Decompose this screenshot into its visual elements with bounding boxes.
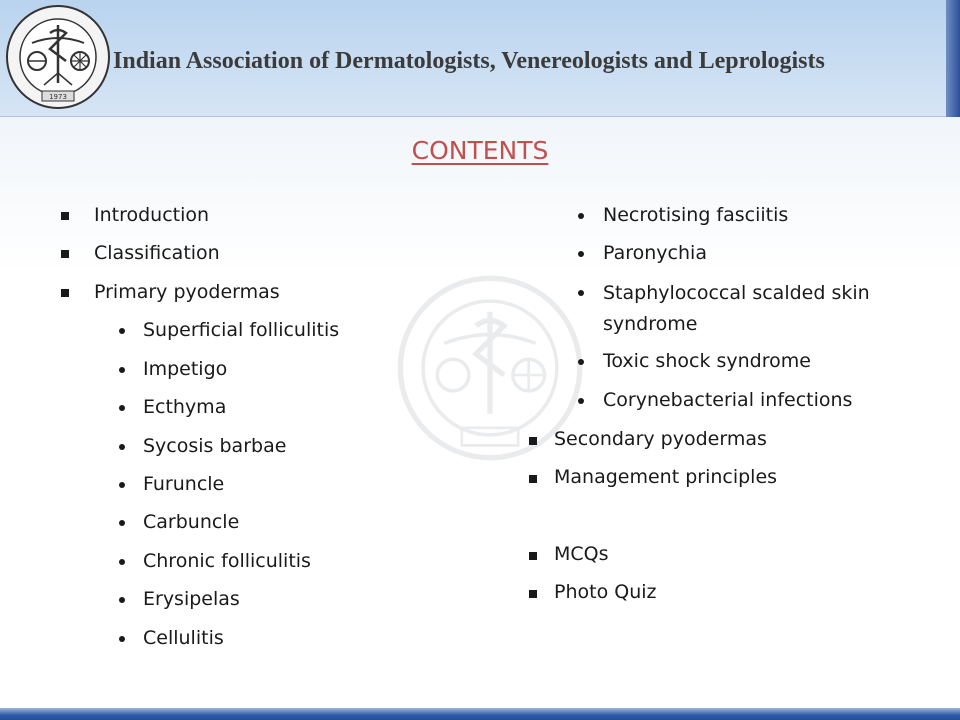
round-bullet-icon [119,597,125,603]
sub-item-furuncle: Furuncle [143,473,225,495]
sub-item-carbuncle: Carbuncle [143,511,240,533]
sub-item-corynebacterial-infections: Corynebacterial infections [603,389,853,411]
logo-year: 1973 [49,93,67,101]
round-bullet-icon [119,444,125,450]
list-item-primary-pyodermas: Primary pyodermas [94,281,280,303]
square-bullet-icon [61,250,69,258]
round-bullet-icon [119,405,125,411]
round-bullet-icon [578,213,584,219]
sub-item-erysipelas: Erysipelas [143,588,240,610]
round-bullet-icon [119,328,125,334]
list-item-introduction: Introduction [94,204,210,226]
sub-item-cellulitis: Cellulitis [143,627,224,649]
round-bullet-icon [578,398,584,404]
round-bullet-icon [119,482,125,488]
list-item-management-principles: Management principles [554,466,778,488]
sub-item-sycosis-barbae: Sycosis barbae [143,435,287,457]
sub-item-staphylococcal-scalded-skin-syndrome: Staphylococcal scalded skin syndrome [603,282,870,335]
sub-item-necrotising-fasciitis: Necrotising fasciitis [603,204,789,226]
square-bullet-icon [61,289,69,297]
footer-accent-bar [0,708,960,720]
sub-item-superficial-folliculitis: Superficial folliculitis [143,319,340,341]
header-banner [0,0,960,117]
org-name: Indian Association of Dermatologists, Venereologists and Leprologists [113,48,825,74]
round-bullet-icon [578,251,584,257]
square-bullet-icon [529,552,537,560]
sub-item-ecthyma: Ecthyma [143,396,227,418]
list-item-classification: Classification [94,242,220,264]
round-bullet-icon [119,520,125,526]
sub-item-paronychia: Paronychia [603,242,707,264]
list-item-secondary-pyodermas: Secondary pyodermas [554,428,767,450]
list-item-mcqs: MCQs [554,543,609,565]
round-bullet-icon [119,367,125,373]
square-bullet-icon [529,475,537,483]
square-bullet-icon [529,590,537,598]
list-item-photo-quiz: Photo Quiz [554,581,657,603]
round-bullet-icon [578,359,584,365]
iadvl-seal-icon [4,3,112,111]
page-title: CONTENTS [411,136,549,165]
square-bullet-icon [61,212,69,220]
round-bullet-icon [119,559,125,565]
square-bullet-icon [529,437,537,445]
sub-item-chronic-folliculitis: Chronic folliculitis [143,550,311,572]
round-bullet-icon [578,290,584,296]
header-accent-bar [946,0,960,117]
round-bullet-icon [119,636,125,642]
sub-item-impetigo: Impetigo [143,358,228,380]
sub-item-toxic-shock-syndrome: Toxic shock syndrome [603,350,811,372]
